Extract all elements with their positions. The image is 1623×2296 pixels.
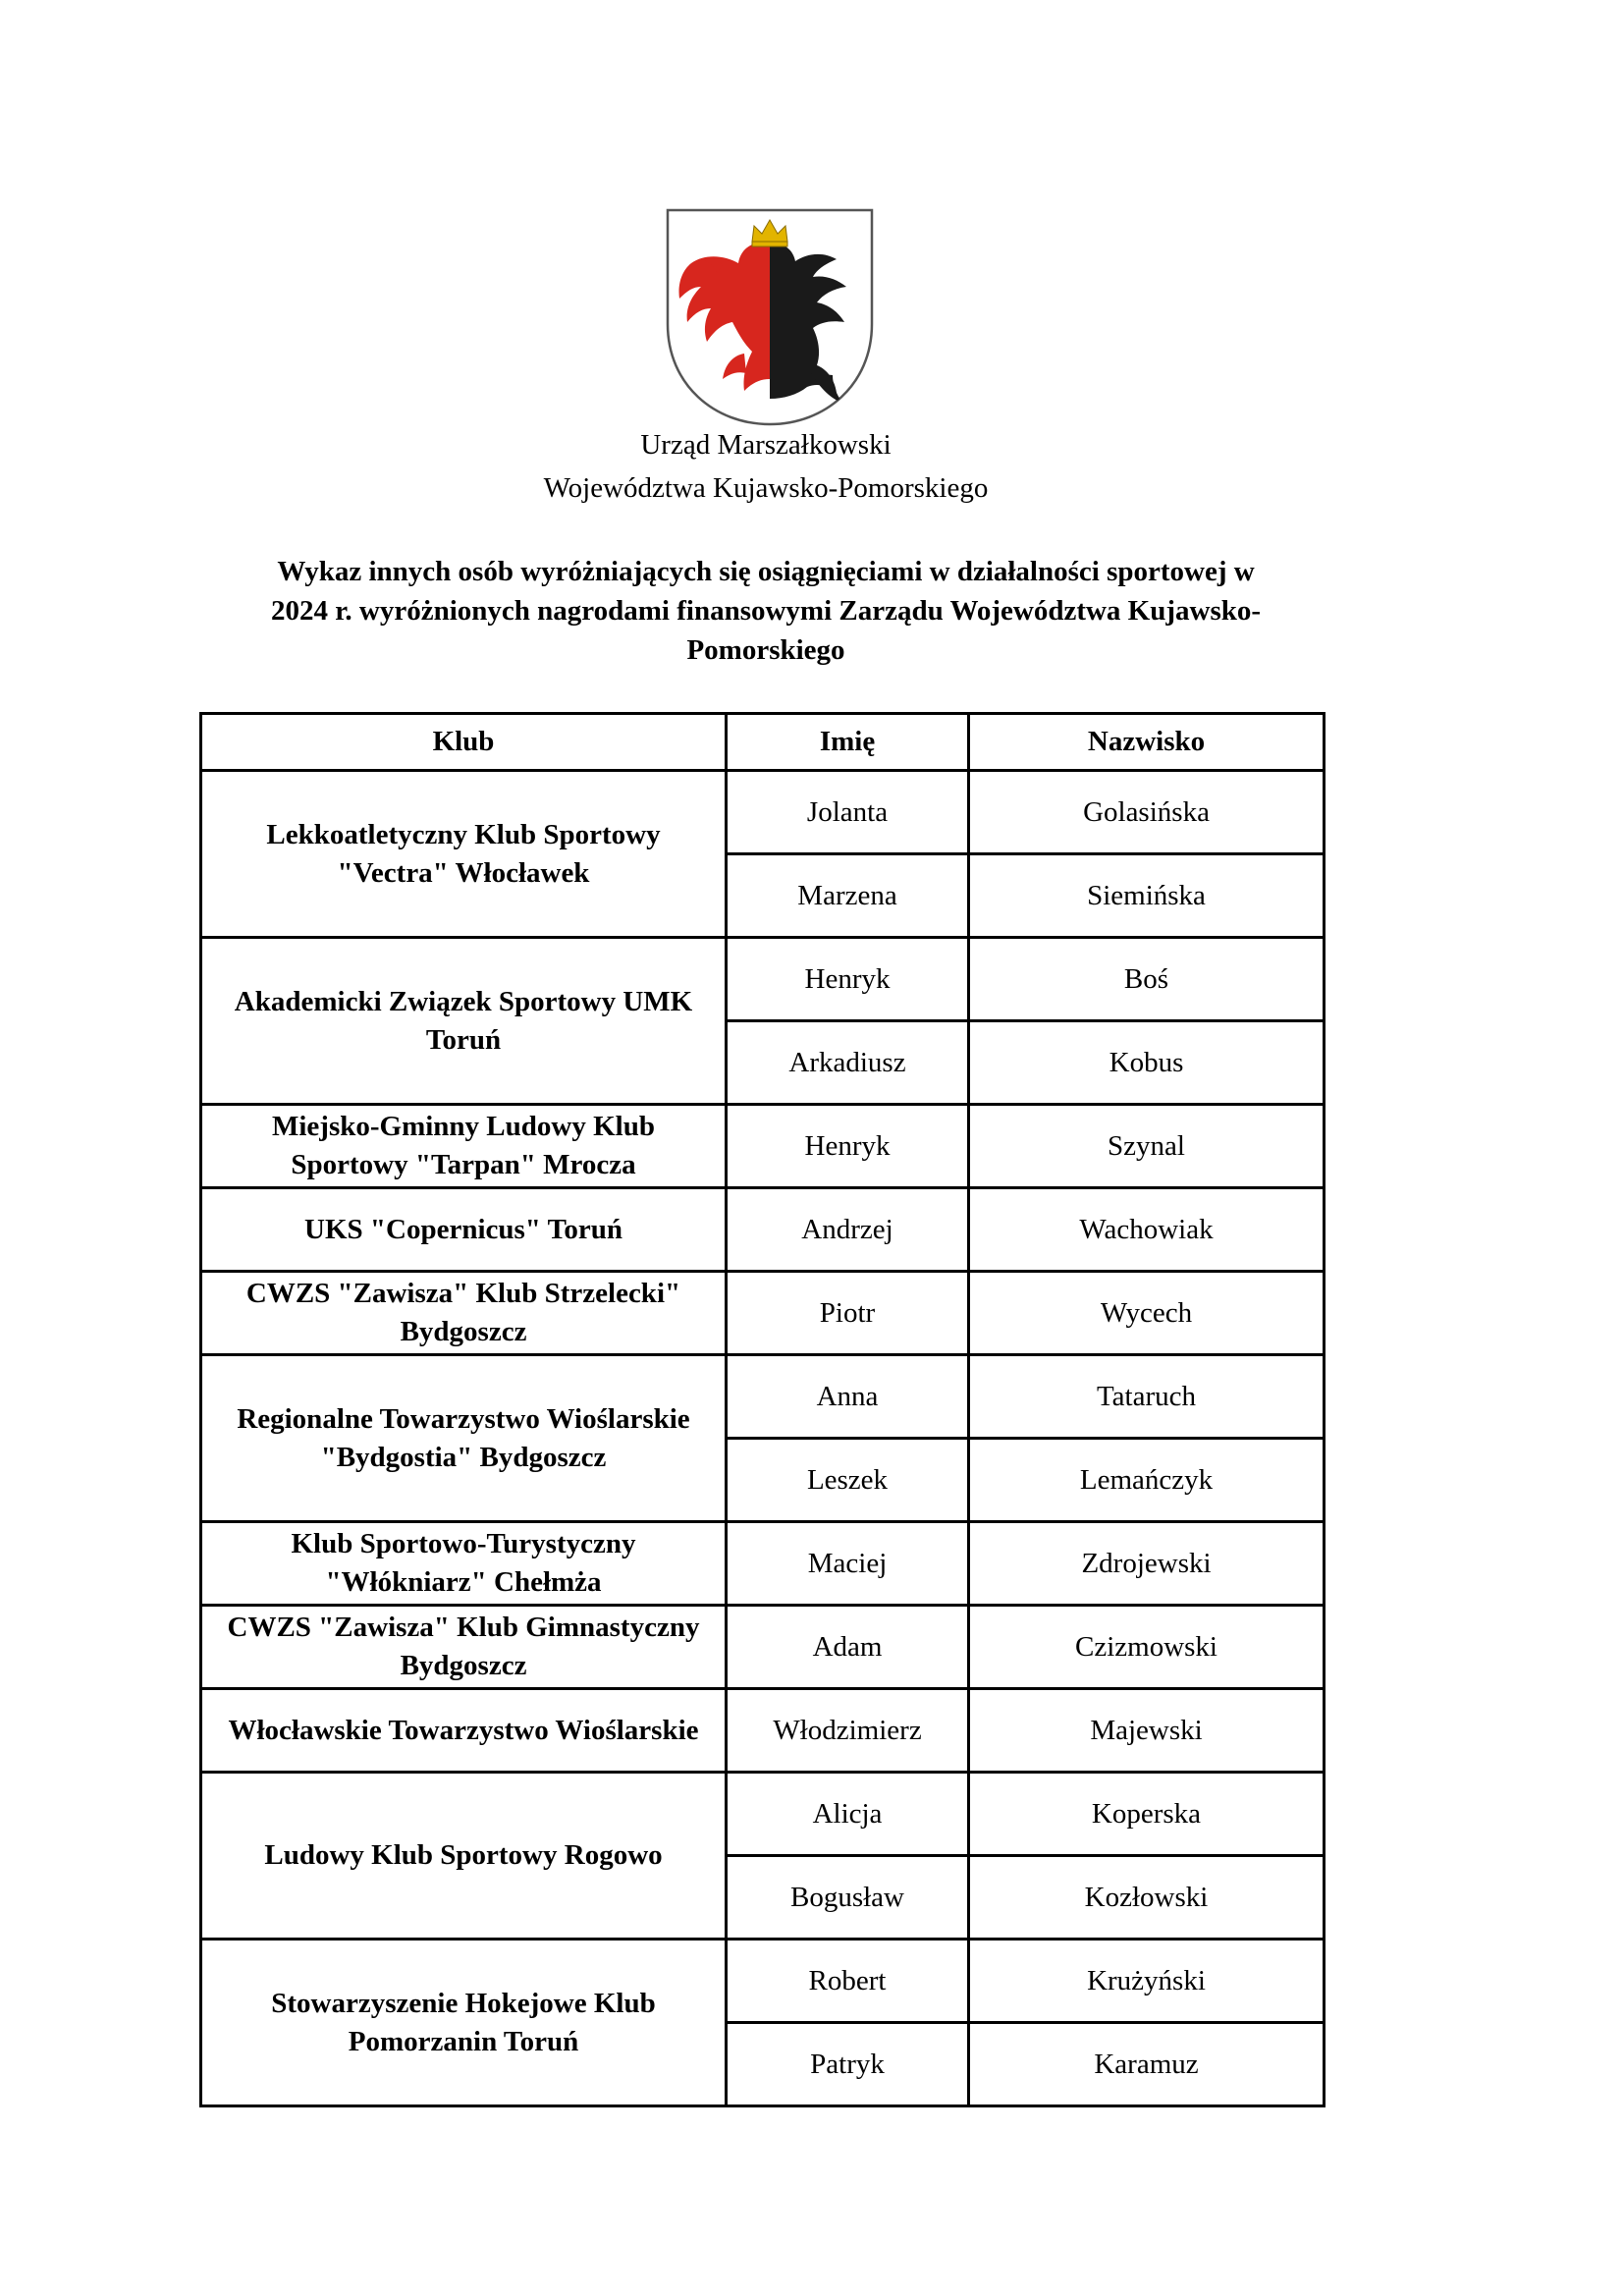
surname-cell: Tataruch: [969, 1355, 1325, 1439]
club-cell: [201, 1940, 727, 2106]
first-name-cell: Robert: [727, 1940, 969, 2023]
surname-cell: Czizmowski: [969, 1606, 1325, 1689]
club-name-line: Regionalne Towarzystwo Wioślarskie: [237, 1402, 690, 1435]
document-title: [216, 552, 1316, 670]
club-name-line: Pomorzanin Toruń: [348, 2025, 579, 2057]
table-row: [201, 1606, 1325, 1689]
club-cell: [201, 1272, 727, 1355]
table-row: [201, 1522, 1325, 1606]
club-cell: [201, 771, 727, 938]
first-name-cell: Leszek: [727, 1439, 969, 1522]
table-row: [201, 1188, 1325, 1272]
club-cell: Ludowy Klub Sportowy Rogowo: [201, 1773, 727, 1940]
surname-cell: Kozłowski: [969, 1856, 1325, 1940]
first-name-cell: Marzena: [727, 854, 969, 938]
club-cell: [201, 1355, 727, 1522]
column-header-name: Imię: [727, 714, 969, 771]
table-row: [201, 1272, 1325, 1355]
club-name-line: Akademicki Związek Sportowy UMK: [234, 985, 693, 1017]
office-name-line1: Urząd Marszałkowski: [640, 429, 892, 461]
first-name-cell: Piotr: [727, 1272, 969, 1355]
club-name-line: "Vectra" Włocławek: [337, 856, 590, 889]
first-name-cell: Alicja: [727, 1773, 969, 1856]
column-header-surname: Nazwisko: [969, 714, 1325, 771]
surname-cell: Zdrojewski: [969, 1522, 1325, 1606]
club-name-line: Bydgoszcz: [400, 1650, 527, 1681]
club-cell: [201, 938, 727, 1105]
table-row: [201, 1105, 1325, 1188]
first-name-cell: Włodzimierz: [727, 1689, 969, 1773]
club-name-line: Bydgoszcz: [400, 1316, 527, 1347]
club-name-line: Toruń: [425, 1023, 502, 1056]
first-name-cell: Jolanta: [727, 771, 969, 854]
club-cell: Włocławskie Towarzystwo Wioślarskie: [201, 1689, 727, 1773]
document-title-line3: Pomorskiego: [686, 634, 845, 666]
club-name-line: "Bydgostia" Bydgoszcz: [320, 1441, 607, 1473]
surname-cell: Wachowiak: [969, 1188, 1325, 1272]
first-name-cell: Andrzej: [727, 1188, 969, 1272]
table-row: [201, 1355, 1325, 1439]
first-name-cell: Henryk: [727, 938, 969, 1021]
surname-cell: Szynal: [969, 1105, 1325, 1188]
document-title-line1: Wykaz innych osób wyróżniających się osiągnięciami w działalności sportowej w: [277, 556, 1255, 587]
table-header-row: [201, 714, 1325, 771]
club-name-line: CWZS "Zawisza" Klub Strzelecki": [245, 1278, 681, 1309]
club-cell: [201, 1606, 727, 1689]
club-cell: UKS "Copernicus" Toruń: [201, 1188, 727, 1272]
surname-cell: Krużyński: [969, 1940, 1325, 2023]
table-row: [201, 771, 1325, 854]
table-row: [201, 1773, 1325, 1856]
surname-cell: Kobus: [969, 1021, 1325, 1105]
first-name-cell: Patryk: [727, 2023, 969, 2106]
first-name-cell: Anna: [727, 1355, 969, 1439]
surname-cell: Koperska: [969, 1773, 1325, 1856]
first-name-cell: Henryk: [727, 1105, 969, 1188]
column-header-club: Klub: [201, 714, 727, 771]
first-name-cell: Bogusław: [727, 1856, 969, 1940]
surname-cell: Majewski: [969, 1689, 1325, 1773]
surname-cell: Golasińska: [969, 771, 1325, 854]
club-cell: [201, 1522, 727, 1606]
club-name-line: Klub Sportowo-Turystyczny: [291, 1528, 636, 1559]
club-name-line: Sportowy "Tarpan" Mrocza: [291, 1149, 636, 1180]
club-name-line: Miejsko-Gminny Ludowy Klub: [272, 1111, 655, 1142]
office-name-line2: Województwa Kujawsko-Pomorskiego: [543, 472, 989, 504]
document-title-line2: 2024 r. wyróżnionych nagrodami finansowymi Zarządu Województwa Kujawsko-: [270, 595, 1262, 627]
table-row: [201, 938, 1325, 1021]
surname-cell: Karamuz: [969, 2023, 1325, 2106]
club-name-line: "Włókniarz" Chełmża: [325, 1566, 602, 1598]
club-name-line: Stowarzyszenie Hokejowe Klub: [271, 1987, 656, 2019]
surname-cell: Boś: [969, 938, 1325, 1021]
first-name-cell: Adam: [727, 1606, 969, 1689]
surname-cell: Wycech: [969, 1272, 1325, 1355]
club-name-line: CWZS "Zawisza" Klub Gimnastyczny: [227, 1612, 700, 1643]
table-row: [201, 1940, 1325, 2023]
club-name-line: Lekkoatletyczny Klub Sportowy: [266, 818, 661, 850]
surname-cell: Lemańczyk: [969, 1439, 1325, 1522]
coat-of-arms-icon: [664, 206, 876, 428]
table-row: [201, 1689, 1325, 1773]
first-name-cell: Maciej: [727, 1522, 969, 1606]
club-cell: [201, 1105, 727, 1188]
awards-table: [199, 712, 1325, 2107]
surname-cell: Siemińska: [969, 854, 1325, 938]
first-name-cell: Arkadiusz: [727, 1021, 969, 1105]
